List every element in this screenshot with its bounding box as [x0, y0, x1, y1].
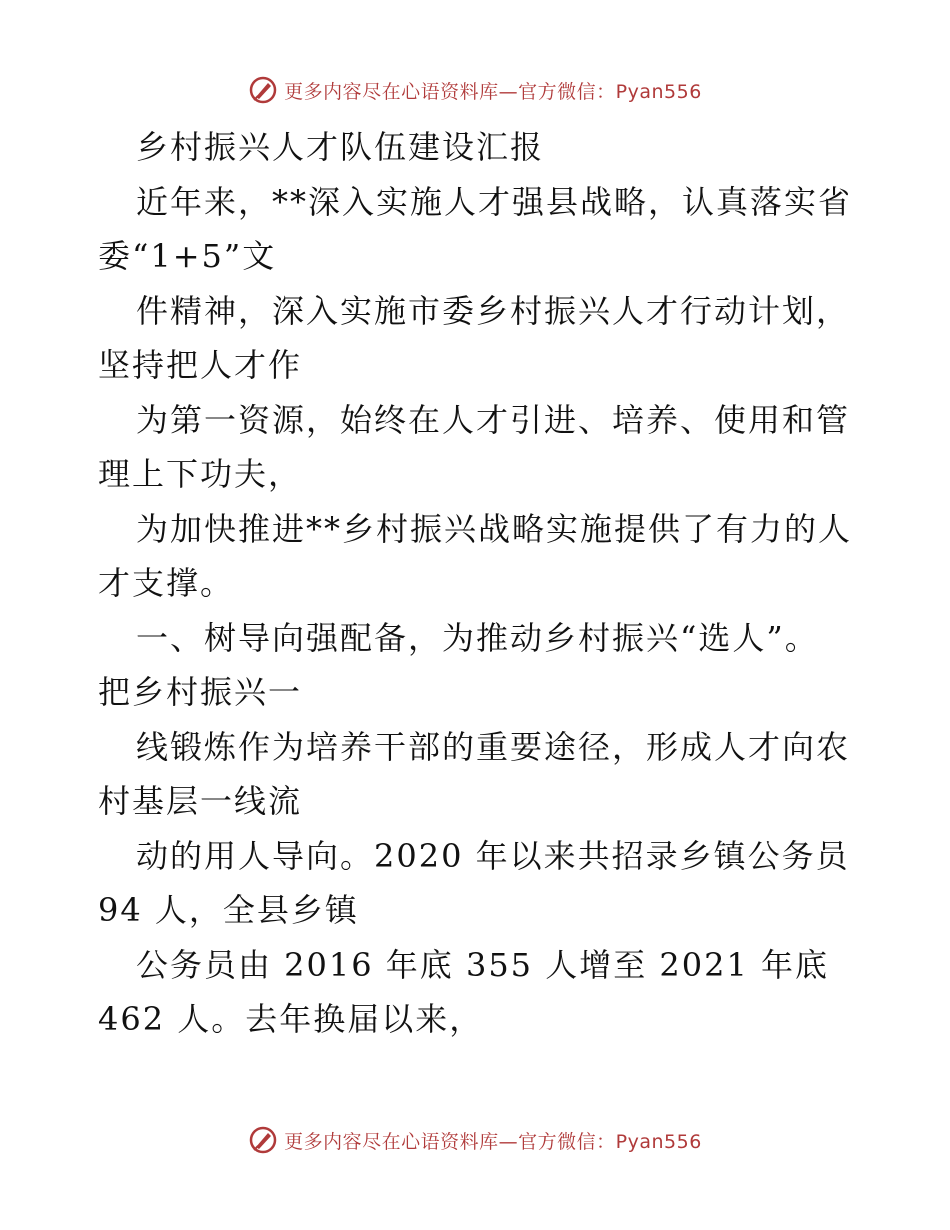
- document-line: 动的用人导向。2020 年以来共招录乡镇公务员: [136, 836, 850, 875]
- document-line: 为加快推进**乡村振兴战略实施提供了有力的人: [136, 509, 853, 548]
- document-line: 公务员由 2016 年底 355 人增至 2021 年底: [136, 945, 829, 984]
- document-line: 坚持把人才作: [98, 346, 303, 384]
- document-line: 委“1+5”文: [98, 237, 277, 275]
- document-line: 乡村振兴人才队伍建设汇报: [136, 128, 545, 166]
- document-line: 线锻炼作为培养干部的重要途径，形成人才向农: [136, 727, 851, 766]
- quill-logo-icon: [248, 1125, 278, 1155]
- document-line: 近年来，**深入实施人才强县战略，认真落实省: [136, 182, 853, 221]
- watermark-banner-bottom: [0, 1122, 950, 1158]
- document-line: 为第一资源，始终在人才引进、培养、使用和管: [136, 400, 851, 439]
- watermark-text: 更多内容尽在心语资料库—官方微信：Pyan556: [284, 80, 702, 103]
- document-line: 村基层一线流: [98, 782, 303, 820]
- document-line: 462 人。去年换届以来，: [98, 1000, 484, 1038]
- watermark-text: 更多内容尽在心语资料库—官方微信：Pyan556: [284, 1130, 702, 1153]
- document-body: [98, 120, 858, 1047]
- document-line: 94 人，全县乡镇: [98, 891, 359, 929]
- document-line: 才支撑。: [98, 564, 235, 602]
- document-line: 一、树导向强配备，为推动乡村振兴“选人”。: [136, 618, 819, 657]
- quill-logo-icon: [248, 75, 278, 105]
- document-line: 理上下功夫，: [98, 455, 303, 493]
- document-line: 把乡村振兴一: [98, 673, 303, 711]
- watermark-banner-top: [0, 72, 950, 108]
- document-line: 件精神，深入实施市委乡村振兴人才行动计划，: [136, 291, 851, 330]
